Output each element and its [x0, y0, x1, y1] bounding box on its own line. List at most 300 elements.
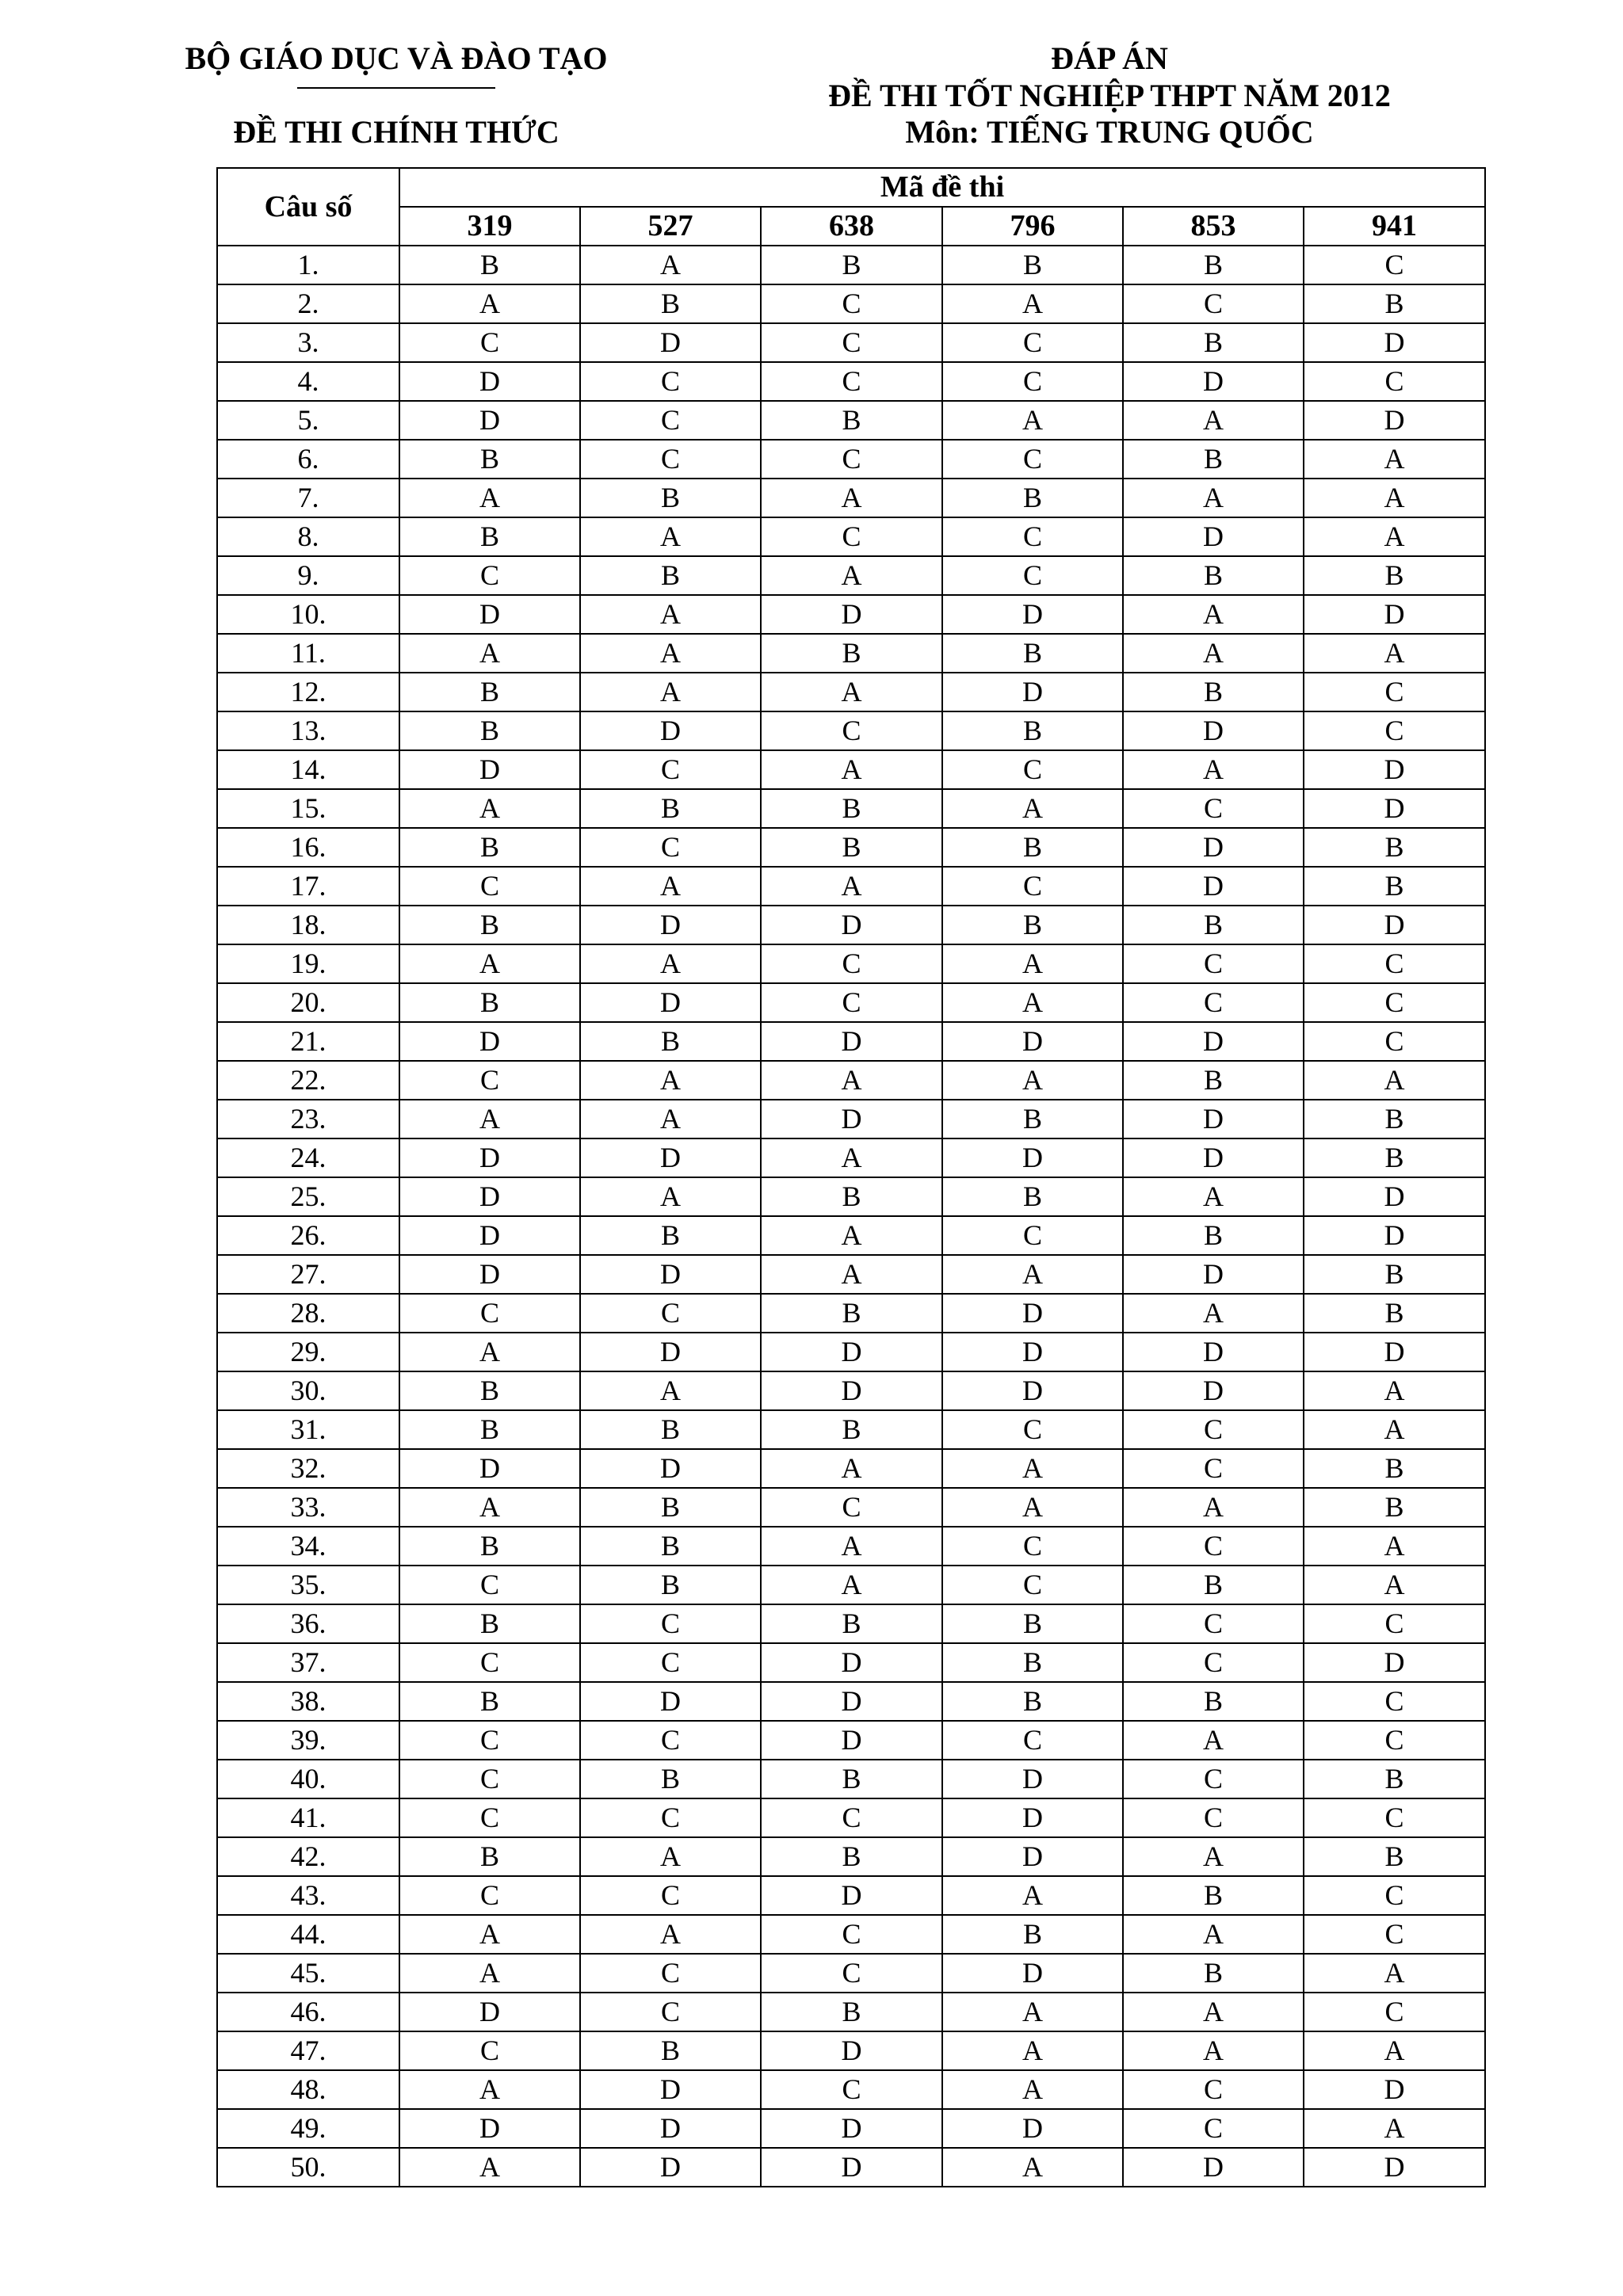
- answer-cell: B: [399, 1604, 580, 1643]
- answer-cell: C: [580, 1798, 761, 1837]
- answer-cell: D: [1304, 1216, 1485, 1255]
- answer-cell: D: [1304, 1333, 1485, 1371]
- answer-cell: C: [1304, 673, 1485, 711]
- answer-cell: D: [942, 1837, 1123, 1876]
- table-row: [217, 1138, 1485, 1177]
- answer-cell: A: [942, 2148, 1123, 2187]
- answer-cell: C: [942, 362, 1123, 401]
- question-number-cell: 19.: [217, 944, 399, 983]
- question-number-cell: 45.: [217, 1954, 399, 1993]
- answer-cell: C: [942, 440, 1123, 479]
- answer-cell: C: [580, 401, 761, 440]
- answer-cell: A: [1304, 479, 1485, 517]
- answer-cell: C: [1304, 1915, 1485, 1954]
- answer-cell: D: [942, 1138, 1123, 1177]
- answer-cell: D: [1304, 1643, 1485, 1682]
- answer-cell: C: [761, 2070, 942, 2109]
- question-number-cell: 17.: [217, 867, 399, 906]
- answer-cell: B: [580, 1022, 761, 1061]
- table-row: [217, 1333, 1485, 1371]
- answer-cell: D: [399, 750, 580, 789]
- table-row: [217, 246, 1485, 284]
- table-row: [217, 401, 1485, 440]
- answer-cell: A: [580, 1837, 761, 1876]
- answer-cell: C: [1123, 1643, 1304, 1682]
- answer-cell: B: [761, 401, 942, 440]
- answer-cell: B: [942, 1643, 1123, 1682]
- answer-cell: A: [580, 673, 761, 711]
- answer-cell: D: [761, 906, 942, 944]
- answer-cell: B: [942, 246, 1123, 284]
- answer-cell: C: [761, 1488, 942, 1527]
- answer-cell: A: [1123, 1915, 1304, 1954]
- answer-cell: D: [942, 1760, 1123, 1798]
- answer-cell: D: [761, 1371, 942, 1410]
- answer-cell: B: [580, 479, 761, 517]
- answer-cell: A: [580, 1177, 761, 1216]
- answer-cell: B: [399, 440, 580, 479]
- answer-cell: D: [399, 362, 580, 401]
- answer-cell: A: [580, 634, 761, 673]
- answer-cell: A: [1123, 750, 1304, 789]
- answer-cell: C: [1304, 1022, 1485, 1061]
- answer-cell: B: [1304, 867, 1485, 906]
- answer-cell: C: [399, 323, 580, 362]
- table-row: [217, 789, 1485, 828]
- answer-cell: A: [580, 944, 761, 983]
- answer-cell: B: [399, 906, 580, 944]
- answer-cell: A: [1304, 634, 1485, 673]
- answer-cell: A: [399, 789, 580, 828]
- answer-cell: D: [761, 1333, 942, 1371]
- table-row: [217, 1760, 1485, 1798]
- answer-cell: B: [399, 246, 580, 284]
- header-divider: [297, 87, 495, 89]
- question-number-cell: 44.: [217, 1915, 399, 1954]
- question-number-cell: 21.: [217, 1022, 399, 1061]
- answer-key-title: ĐÁP ÁN: [1051, 40, 1168, 76]
- answer-cell: C: [580, 1954, 761, 1993]
- answer-cell: C: [1123, 1604, 1304, 1643]
- table-row: [217, 711, 1485, 750]
- answer-cell: B: [942, 634, 1123, 673]
- answer-cell: D: [399, 1177, 580, 1216]
- question-number-cell: 8.: [217, 517, 399, 556]
- table-row: [217, 1643, 1485, 1682]
- answer-cell: C: [399, 1566, 580, 1604]
- table-row: [217, 1371, 1485, 1410]
- question-number-cell: 16.: [217, 828, 399, 867]
- answer-cell: A: [1123, 1177, 1304, 1216]
- answer-cell: D: [1123, 517, 1304, 556]
- table-row: [217, 1294, 1485, 1333]
- answer-cell: B: [942, 906, 1123, 944]
- answer-cell: A: [1123, 1488, 1304, 1527]
- table-row: [217, 1255, 1485, 1294]
- answer-cell: D: [1304, 595, 1485, 634]
- answer-cell: B: [761, 1993, 942, 2031]
- answer-cell: B: [399, 983, 580, 1022]
- answer-cell: A: [942, 2070, 1123, 2109]
- answer-cell: D: [399, 1449, 580, 1488]
- answer-cell: A: [1304, 1371, 1485, 1410]
- answer-cell: C: [1304, 246, 1485, 284]
- answer-cell: B: [761, 789, 942, 828]
- answer-cell: B: [1123, 556, 1304, 595]
- question-number-cell: 23.: [217, 1100, 399, 1138]
- answer-cell: D: [1123, 1100, 1304, 1138]
- question-number-cell: 20.: [217, 983, 399, 1022]
- answer-cell: D: [1123, 1333, 1304, 1371]
- answer-cell: C: [761, 711, 942, 750]
- question-number-cell: 46.: [217, 1993, 399, 2031]
- answer-cell: B: [1304, 1294, 1485, 1333]
- table-row: [217, 906, 1485, 944]
- answer-cell: D: [399, 2109, 580, 2148]
- answer-cell: A: [1304, 1954, 1485, 1993]
- answer-cell: A: [942, 789, 1123, 828]
- answer-cell: C: [399, 1798, 580, 1837]
- table-row: [217, 1682, 1485, 1721]
- answer-cell: A: [580, 1100, 761, 1138]
- answer-cell: A: [942, 944, 1123, 983]
- question-number-cell: 6.: [217, 440, 399, 479]
- exam-code-header: 941: [1304, 207, 1485, 246]
- answer-cell: B: [1304, 1837, 1485, 1876]
- answer-cell: C: [1123, 944, 1304, 983]
- question-number-cell: 25.: [217, 1177, 399, 1216]
- answer-cell: C: [761, 1915, 942, 1954]
- answer-cell: B: [1123, 1216, 1304, 1255]
- answer-cell: B: [580, 1527, 761, 1566]
- answer-cell: B: [1123, 1061, 1304, 1100]
- answer-cell: C: [1123, 1449, 1304, 1488]
- answer-cell: A: [761, 1138, 942, 1177]
- answer-cell: C: [761, 362, 942, 401]
- answer-cell: C: [1304, 1993, 1485, 2031]
- answer-cell: D: [580, 906, 761, 944]
- exam-title: ĐỀ THI TỐT NGHIỆP THPT NĂM 2012: [828, 78, 1391, 113]
- question-number-cell: 41.: [217, 1798, 399, 1837]
- answer-cell: B: [761, 1294, 942, 1333]
- exam-code-group-header: Mã đề thi: [399, 168, 1485, 207]
- question-number-cell: 27.: [217, 1255, 399, 1294]
- answer-cell: C: [1304, 944, 1485, 983]
- table-row: [217, 2070, 1485, 2109]
- answer-cell: C: [399, 1721, 580, 1760]
- answer-cell: A: [761, 1527, 942, 1566]
- answer-cell: C: [1304, 1682, 1485, 1721]
- answer-cell: C: [399, 556, 580, 595]
- answer-cell: A: [761, 750, 942, 789]
- table-row: [217, 1488, 1485, 1527]
- question-number-cell: 48.: [217, 2070, 399, 2109]
- answer-cell: C: [942, 1721, 1123, 1760]
- answer-table-body: [217, 246, 1485, 2187]
- answer-cell: D: [942, 2109, 1123, 2148]
- answer-cell: B: [761, 1177, 942, 1216]
- table-header-row: [217, 168, 1485, 207]
- answer-cell: A: [1123, 2031, 1304, 2070]
- exam-code-header: 638: [761, 207, 942, 246]
- table-row: [217, 1954, 1485, 1993]
- answer-cell: C: [761, 517, 942, 556]
- exam-code-header: 527: [580, 207, 761, 246]
- answer-cell: C: [580, 440, 761, 479]
- question-number-cell: 43.: [217, 1876, 399, 1915]
- answer-cell: C: [580, 828, 761, 867]
- answer-cell: D: [942, 1954, 1123, 1993]
- answer-cell: C: [1123, 983, 1304, 1022]
- answer-cell: B: [1304, 556, 1485, 595]
- answer-cell: A: [399, 1954, 580, 1993]
- table-row: [217, 1061, 1485, 1100]
- answer-cell: D: [1304, 2070, 1485, 2109]
- answer-cell: A: [1304, 1410, 1485, 1449]
- answer-cell: B: [399, 517, 580, 556]
- answer-cell: B: [399, 711, 580, 750]
- answer-cell: C: [1304, 1876, 1485, 1915]
- answer-cell: C: [580, 1721, 761, 1760]
- answer-cell: A: [761, 556, 942, 595]
- answer-cell: D: [761, 2148, 942, 2187]
- exam-code-header: 319: [399, 207, 580, 246]
- answer-cell: A: [942, 1488, 1123, 1527]
- answer-cell: B: [399, 1527, 580, 1566]
- question-number-cell: 14.: [217, 750, 399, 789]
- answer-cell: A: [399, 1915, 580, 1954]
- answer-cell: B: [761, 1604, 942, 1643]
- answer-cell: D: [761, 1022, 942, 1061]
- question-number-cell: 50.: [217, 2148, 399, 2187]
- answer-cell: A: [761, 1216, 942, 1255]
- answer-cell: B: [1304, 1100, 1485, 1138]
- question-number-cell: 11.: [217, 634, 399, 673]
- answer-cell: D: [580, 1449, 761, 1488]
- table-row: [217, 750, 1485, 789]
- question-number-header: Câu số: [217, 168, 399, 246]
- table-row: [217, 323, 1485, 362]
- answer-cell: D: [1304, 401, 1485, 440]
- answer-cell: D: [580, 2148, 761, 2187]
- question-number-cell: 18.: [217, 906, 399, 944]
- answer-cell: C: [1123, 1798, 1304, 1837]
- answer-cell: C: [1304, 1721, 1485, 1760]
- answer-cell: D: [1304, 2148, 1485, 2187]
- table-row: [217, 867, 1485, 906]
- answer-cell: D: [1123, 1022, 1304, 1061]
- answer-cell: A: [1304, 1566, 1485, 1604]
- table-row: [217, 1527, 1485, 1566]
- answer-cell: C: [942, 1527, 1123, 1566]
- answer-cell: A: [942, 1993, 1123, 2031]
- answer-table: [216, 167, 1486, 2187]
- table-row: [217, 1876, 1485, 1915]
- exam-code-header: 853: [1123, 207, 1304, 246]
- table-row: [217, 634, 1485, 673]
- question-number-cell: 33.: [217, 1488, 399, 1527]
- answer-cell: A: [1123, 1294, 1304, 1333]
- answer-cell: A: [1123, 401, 1304, 440]
- ministry-name: BỘ GIÁO DỤC VÀ ĐÀO TẠO: [185, 40, 608, 76]
- answer-cell: C: [942, 556, 1123, 595]
- answer-cell: B: [1304, 284, 1485, 323]
- question-number-cell: 49.: [217, 2109, 399, 2148]
- answer-cell: A: [761, 1566, 942, 1604]
- answer-cell: A: [761, 673, 942, 711]
- answer-cell: A: [761, 1255, 942, 1294]
- question-number-cell: 22.: [217, 1061, 399, 1100]
- answer-cell: D: [580, 323, 761, 362]
- answer-cell: B: [580, 556, 761, 595]
- answer-cell: A: [399, 1333, 580, 1371]
- question-number-cell: 3.: [217, 323, 399, 362]
- answer-cell: B: [1304, 1760, 1485, 1798]
- answer-cell: D: [399, 1255, 580, 1294]
- question-number-cell: 28.: [217, 1294, 399, 1333]
- answer-cell: D: [761, 595, 942, 634]
- exam-code-header: 796: [942, 207, 1123, 246]
- answer-cell: C: [1123, 1527, 1304, 1566]
- question-number-cell: 10.: [217, 595, 399, 634]
- answer-cell: C: [399, 2031, 580, 2070]
- answer-cell: C: [761, 440, 942, 479]
- answer-cell: C: [942, 750, 1123, 789]
- answer-cell: C: [761, 944, 942, 983]
- answer-cell: D: [761, 1643, 942, 1682]
- answer-cell: A: [399, 284, 580, 323]
- table-row: [217, 362, 1485, 401]
- answer-cell: B: [761, 1837, 942, 1876]
- answer-cell: B: [580, 1216, 761, 1255]
- answer-cell: C: [761, 1798, 942, 1837]
- answer-cell: B: [942, 479, 1123, 517]
- answer-cell: B: [580, 284, 761, 323]
- answer-cell: C: [1123, 1410, 1304, 1449]
- answer-cell: C: [761, 1954, 942, 1993]
- answer-cell: D: [1123, 1371, 1304, 1410]
- answer-cell: A: [399, 1100, 580, 1138]
- answer-cell: D: [942, 1022, 1123, 1061]
- answer-cell: A: [1304, 2109, 1485, 2148]
- answer-cell: B: [942, 1915, 1123, 1954]
- table-row: [217, 517, 1485, 556]
- answer-cell: D: [1123, 1255, 1304, 1294]
- answer-cell: D: [942, 673, 1123, 711]
- table-row: [217, 983, 1485, 1022]
- table-row: [217, 440, 1485, 479]
- answer-cell: A: [1123, 1837, 1304, 1876]
- answer-cell: A: [942, 983, 1123, 1022]
- answer-cell: D: [580, 1333, 761, 1371]
- answer-cell: B: [399, 673, 580, 711]
- answer-cell: D: [761, 1682, 942, 1721]
- answer-cell: C: [942, 517, 1123, 556]
- answer-cell: D: [580, 1138, 761, 1177]
- answer-cell: C: [1123, 2109, 1304, 2148]
- answer-cell: C: [761, 323, 942, 362]
- answer-cell: C: [580, 1294, 761, 1333]
- table-row: [217, 2109, 1485, 2148]
- answer-cell: A: [761, 479, 942, 517]
- question-number-cell: 39.: [217, 1721, 399, 1760]
- answer-cell: C: [942, 1216, 1123, 1255]
- answer-cell: C: [399, 1643, 580, 1682]
- table-row: [217, 2148, 1485, 2187]
- table-row: [217, 1216, 1485, 1255]
- answer-cell: B: [399, 1410, 580, 1449]
- answer-cell: C: [1304, 362, 1485, 401]
- question-number-cell: 1.: [217, 246, 399, 284]
- subject-title: Môn: TIẾNG TRUNG QUỐC: [905, 114, 1314, 150]
- answer-cell: B: [580, 2031, 761, 2070]
- question-number-cell: 36.: [217, 1604, 399, 1643]
- table-row: [217, 595, 1485, 634]
- answer-cell: C: [399, 1876, 580, 1915]
- answer-cell: B: [1123, 1876, 1304, 1915]
- question-number-cell: 34.: [217, 1527, 399, 1566]
- answer-cell: B: [942, 711, 1123, 750]
- question-number-cell: 7.: [217, 479, 399, 517]
- answer-cell: B: [399, 1837, 580, 1876]
- answer-cell: B: [399, 1682, 580, 1721]
- answer-cell: B: [580, 1410, 761, 1449]
- answer-cell: D: [580, 1255, 761, 1294]
- answer-cell: C: [580, 1643, 761, 1682]
- answer-cell: B: [942, 1604, 1123, 1643]
- answer-cell: D: [580, 1682, 761, 1721]
- answer-cell: B: [761, 1410, 942, 1449]
- answer-cell: D: [580, 2070, 761, 2109]
- answer-cell: B: [1123, 440, 1304, 479]
- answer-cell: A: [399, 944, 580, 983]
- answer-cell: C: [580, 1604, 761, 1643]
- answer-cell: C: [399, 867, 580, 906]
- answer-cell: D: [1123, 1138, 1304, 1177]
- answer-cell: A: [1123, 634, 1304, 673]
- answer-cell: D: [399, 595, 580, 634]
- table-row: [217, 284, 1485, 323]
- answer-cell: C: [1304, 1798, 1485, 1837]
- table-row: [217, 1566, 1485, 1604]
- answer-cell: A: [580, 517, 761, 556]
- answer-cell: A: [580, 1061, 761, 1100]
- answer-cell: B: [942, 1682, 1123, 1721]
- question-number-cell: 9.: [217, 556, 399, 595]
- table-row: [217, 1604, 1485, 1643]
- answer-cell: A: [1304, 1061, 1485, 1100]
- answer-cell: A: [399, 1488, 580, 1527]
- answer-cell: D: [942, 1798, 1123, 1837]
- answer-cell: D: [1304, 1177, 1485, 1216]
- answer-cell: C: [761, 983, 942, 1022]
- question-number-cell: 29.: [217, 1333, 399, 1371]
- answer-cell: C: [1123, 1760, 1304, 1798]
- answer-cell: B: [1123, 1682, 1304, 1721]
- answer-cell: D: [1304, 906, 1485, 944]
- answer-cell: A: [399, 479, 580, 517]
- answer-cell: C: [942, 1566, 1123, 1604]
- answer-cell: D: [1304, 789, 1485, 828]
- answer-cell: B: [761, 246, 942, 284]
- answer-cell: C: [580, 750, 761, 789]
- answer-cell: A: [761, 867, 942, 906]
- answer-cell: A: [580, 246, 761, 284]
- answer-cell: B: [399, 1371, 580, 1410]
- answer-cell: B: [1123, 1954, 1304, 1993]
- exam-code-row: [217, 207, 1485, 246]
- answer-cell: A: [942, 1255, 1123, 1294]
